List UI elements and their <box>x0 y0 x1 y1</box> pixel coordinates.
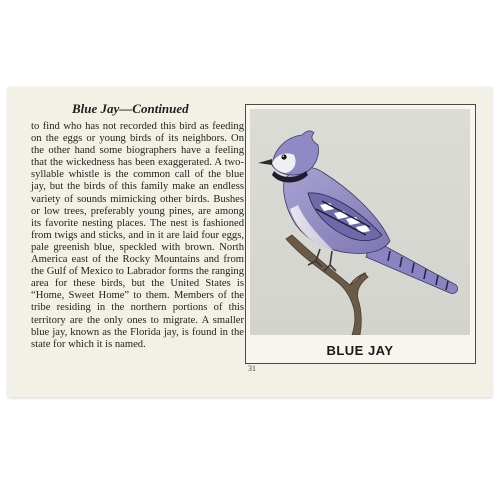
plate-caption: BLUE JAY <box>326 343 394 358</box>
blue-jay-illustration <box>250 109 470 335</box>
page-heading: Blue Jay—Continued <box>72 101 189 116</box>
body-paragraph: to find who has not recorded this bird as feeding on the eggs or young birds of its neighbors. On the other hand some biographers have a feeling that the wickedness has been exaggerated. A twosyllable whistle is the common call of the blue jay, but the birds of this family make an endless variety of sounds mimicking other birds. Bushes or low trees, preferably young pines, are among its favorite nesting places. The nest is fashioned from twigs and sticks, and in it are laid four eggs, pale greenish blue, speckled with brown. North America east of the Rocky Mountains and from the Gulf of Mexico to Labrador forms the ranging area for these birds, but the United States is “Home, Sweet Home” to them. Members of the tribe residing in the northern portions of this territory are the only ones to migrate. A smaller blue jay, known as the Florida jay, is found in the state for which it is named. <box>31 121 244 350</box>
blue-jay-icon <box>250 109 470 335</box>
book-page <box>8 87 492 397</box>
illustration-plate <box>245 104 476 364</box>
page-number: 31 <box>248 364 256 373</box>
